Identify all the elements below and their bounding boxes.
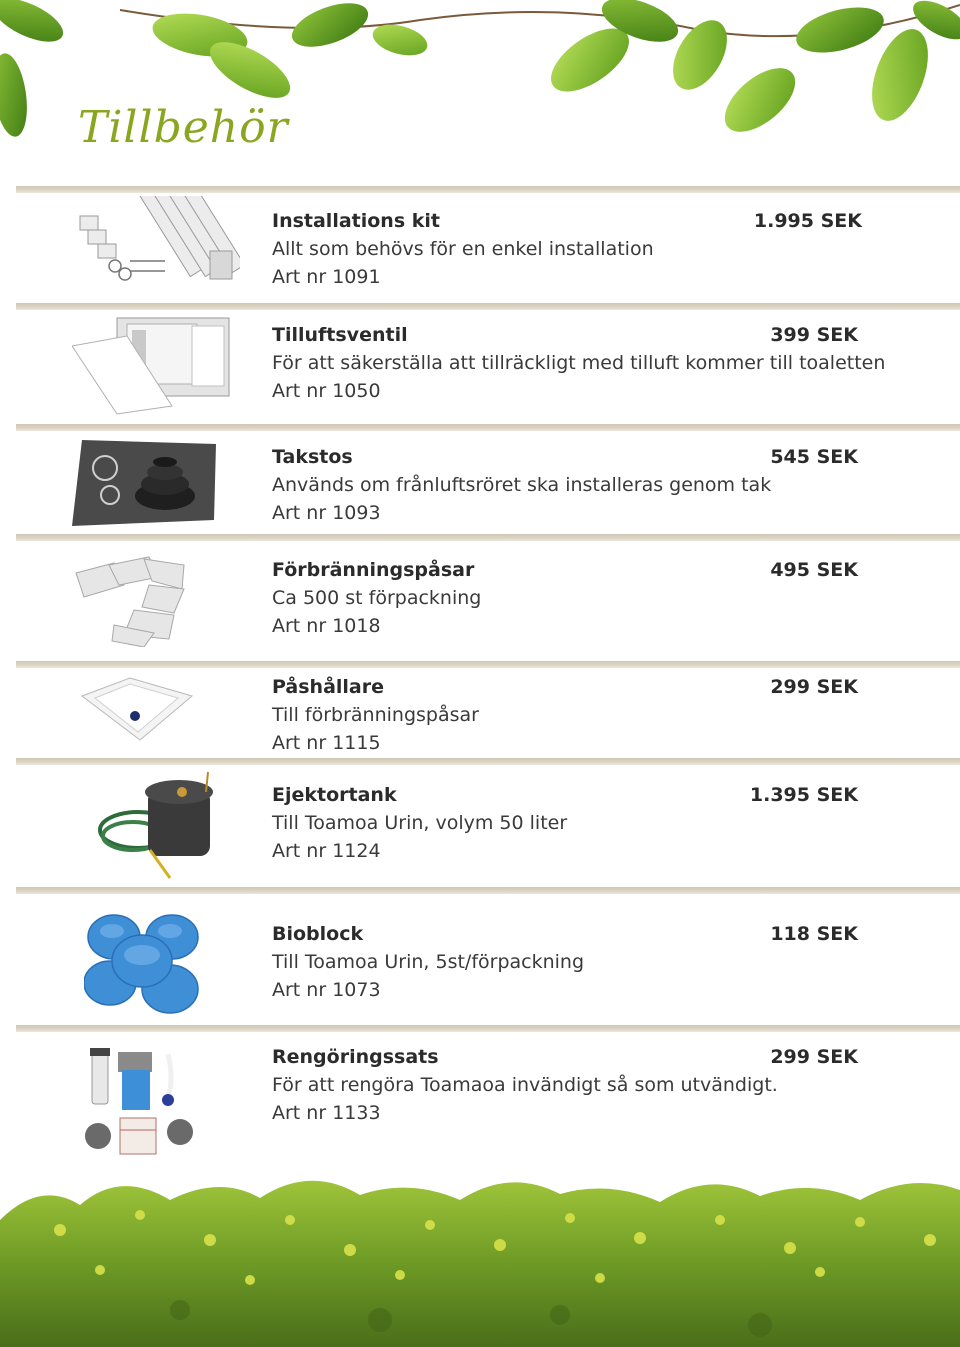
product-description: För att säkerställa att tillräckligt med tilluft kommer till toaletten (272, 352, 886, 374)
product-price: 495 SEK (770, 559, 858, 581)
product-name: Ejektortank (272, 784, 397, 806)
product-item (0, 210, 960, 290)
product-item (0, 923, 960, 1019)
product-description: Allt som behövs för en enkel installation (272, 238, 654, 260)
divider (16, 534, 960, 541)
product-description: Till Toamoa Urin, volym 50 liter (272, 812, 568, 834)
product-art-number: Art nr 1073 (272, 979, 381, 1001)
bags-icon (74, 555, 214, 647)
divider (16, 661, 960, 668)
roof-flashing-icon (70, 440, 218, 526)
product-price: 545 SEK (770, 446, 858, 468)
product-description: Används om frånluftsröret ska installeras genom tak (272, 474, 772, 496)
product-price: 1.995 SEK (753, 210, 862, 232)
divider (16, 424, 960, 431)
bioblock-icon (84, 911, 204, 1021)
product-name: Förbränningspåsar (272, 559, 475, 581)
product-description: Till Toamoa Urin, 5st/förpackning (272, 951, 585, 973)
product-name: Takstos (272, 446, 353, 468)
product-art-number: Art nr 1093 (272, 502, 381, 524)
divider (16, 186, 960, 193)
product-price: 399 SEK (770, 324, 858, 346)
divider (16, 303, 960, 310)
plants-decoration (0, 1160, 960, 1347)
product-item (0, 1046, 960, 1150)
product-description: För att rengöra Toamaoa invändigt så som utvändigt. (272, 1074, 778, 1096)
product-price: 118 SEK (770, 923, 858, 945)
product-item (0, 784, 960, 880)
product-price: 299 SEK (770, 676, 858, 698)
pipe-kit-icon (70, 196, 240, 296)
product-art-number: Art nr 1018 (272, 615, 381, 637)
page-title: Tillbehör (78, 102, 289, 153)
divider (16, 1025, 960, 1032)
product-item (0, 559, 960, 654)
product-art-number: Art nr 1091 (272, 266, 381, 288)
product-art-number: Art nr 1133 (272, 1102, 381, 1124)
product-name: Rengöringssats (272, 1046, 439, 1068)
product-art-number: Art nr 1124 (272, 840, 381, 862)
product-price: 1.395 SEK (749, 784, 858, 806)
product-item (0, 324, 960, 416)
divider (16, 887, 960, 894)
product-name: Installations kit (272, 210, 440, 232)
product-item (0, 446, 960, 528)
product-price: 299 SEK (770, 1046, 858, 1068)
product-art-number: Art nr 1050 (272, 380, 381, 402)
vent-icon (72, 316, 232, 416)
product-item (0, 676, 960, 752)
product-name: Bioblock (272, 923, 364, 945)
divider (16, 758, 960, 765)
leaves-decoration (0, 0, 960, 180)
bag-holder-icon (80, 676, 194, 742)
product-art-number: Art nr 1115 (272, 732, 381, 754)
product-name: Påshållare (272, 676, 384, 698)
cleaning-kit-icon (84, 1048, 198, 1156)
product-description: Ca 500 st förpackning (272, 587, 482, 609)
product-description: Till förbränningspåsar (272, 704, 479, 726)
product-name: Tilluftsventil (272, 324, 408, 346)
tank-icon (98, 770, 222, 882)
